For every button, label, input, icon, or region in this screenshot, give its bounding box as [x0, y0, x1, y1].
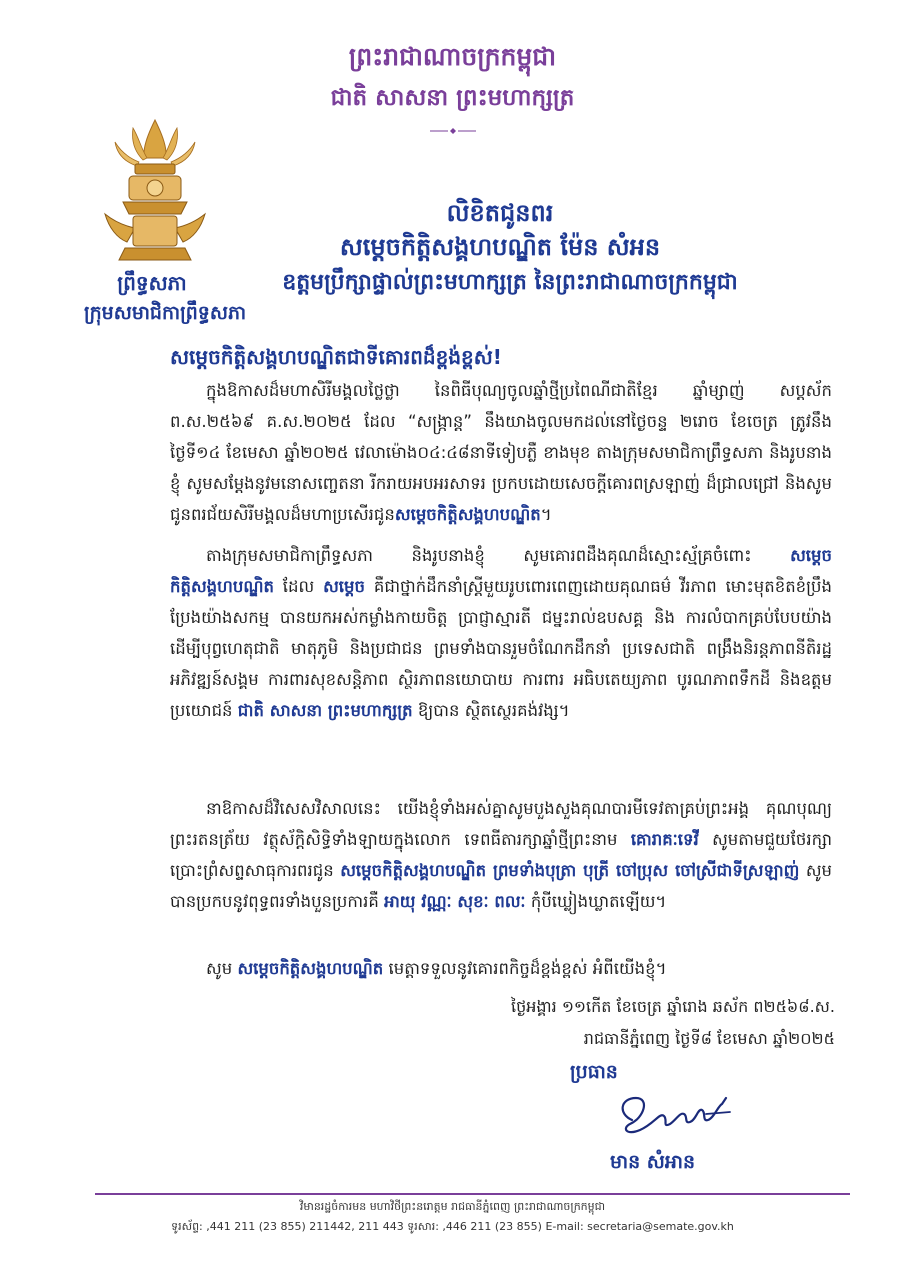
motto-heading: ជាតិ សាសនា ព្រះមហាក្សត្រ	[330, 85, 575, 111]
body-paragraph-2	[170, 540, 832, 726]
p2-text-d: ឱ្យបាន ស្ថិតស្ថេរគង់វង្ស។	[417, 701, 570, 720]
p2-bold-name: សម្តេចកិត្តិសង្គហបណ្ឌិត	[170, 546, 832, 596]
signer-role: ប្រធាន	[570, 1061, 618, 1083]
recipient-name-title: សម្តេចកិត្តិសង្គហបណ្ឌិត ម៉ែន សំអន	[339, 233, 661, 261]
recipient-position-title: ឧត្តមប្រឹក្សាផ្ទាល់ព្រះមហាក្សត្រ នៃព្រះរាជាណាចក្រកម្ពុជា	[282, 270, 738, 295]
p3-text-d: កុំបីឃ្លៀងឃ្លាតឡើយ។	[530, 892, 667, 911]
handwritten-signature	[610, 1090, 745, 1146]
p1-text: ក្នុងឱកាសដ៏មហាសិរីមង្គលថ្លៃថ្លា នៃពិធីបុណ្យចូលឆ្នាំថ្មីប្រពៃណីជាតិខ្មែរ ឆ្នាំម្សាញ់ សប្តស័ក ព.ស.២៥៦៩ គ.ស.២០២៥ ដែល “សង្រ្កាន្ត” នឹងយាងចូលមកដល់នៅថ្ងៃចន្ទ ២រោច ខែចេត្រ ត្រូវនឹង ថ្ងៃទី១៤ ខែមេសា ឆ្នាំ២០២៥ វេលាម៉ោង០៤:៤៨នាទីទៀបភ្លឺ ខាងមុខ តាងក្រុមសមាជិកាព្រឹទ្ធសភា និងរូបនាងខ្ញុំ សូមសម្តែងនូវមនោសញ្ចេតនា រីករាយអបអរសាទរ ប្រកបដោយសេចក្តីគោរពស្រឡាញ់ ដ៏ជ្រាលជ្រៅ និងសូមជូនពរជ័យសិរីមង្គលដ៏មហាប្រសើរជូន	[170, 381, 832, 524]
sender-group: ក្រុមសមាជិកាព្រឹទ្ធសភា	[83, 302, 247, 324]
signer-name: មាន សំអាន	[610, 1151, 696, 1173]
p4-bold-name: សម្តេចកិត្តិសង្គហបណ្ឌិត	[237, 959, 384, 978]
footer-contact: ទូរស័ព្ទ: ,441 211 (23 855) 211442, 211 443 ទូរសារ: ,446 211 (23 855) E-mail: secretaria@semate.gov.kh	[171, 1220, 734, 1233]
p4-text-a: សូម	[206, 959, 233, 978]
p3-text-a: នាឱកាសដ៏វិសេសវិសាលនេះ យើងខ្ញុំទាំងអស់គ្នាសូមបួងសួងគុណបារមីទេវតាគ្រប់ព្រះអង្គ គុណបុណ្យព្រះរតនត្រ័យ វត្ថុស័ក្តិសិទ្ធិទាំងឡាយក្នុងលោក ទេពធីតារក្សាឆ្នាំថ្មីព្រះនាម	[170, 799, 832, 849]
solar-date: រាជធានីភ្នំពេញ ថ្ងៃទី៨ ខែមេសា ឆ្នាំ២០២៥	[583, 1029, 835, 1048]
salutation: សម្តេចកិត្តិសង្គហបណ្ឌិតជាទីគោរពដ៏ខ្ពង់ខ្ពស់!	[170, 345, 502, 369]
ornament-divider-icon	[430, 127, 476, 135]
p3-bold-blessings: អាយុ វណ្ណៈ សុខៈ ពលៈ	[384, 892, 526, 911]
p3-text-c: សូមបានប្រកបនូវពុទ្ធពរទាំងបួនប្រការគឺ	[170, 861, 832, 911]
p1-bold-name: សម្តេចកិត្តិសង្គហបណ្ឌិត	[394, 505, 541, 524]
letter-type-title: លិខិតជូនពរ	[446, 199, 554, 227]
p4-text-b: មេត្តាទទួលនូវគោរពកិច្ចដ៏ខ្ពង់ខ្ពស់ អំពីយើងខ្ញុំ។	[388, 959, 667, 978]
footer-divider	[95, 1193, 850, 1195]
p2-text-a: តាងក្រុមសមាជិកាព្រឹទ្ធសភា និងរូបនាងខ្ញុំ សូមគោរពដឹងគុណដ៏ស្មោះស្ម័គ្រចំពោះ	[206, 546, 752, 565]
body-paragraph-3	[170, 793, 832, 917]
sender-institution: ព្រឹទ្ធសភា	[117, 271, 187, 295]
body-paragraph-1	[170, 375, 832, 530]
p2-bold-motto: ជាតិ សាសនា ព្រះមហាក្សត្រ	[237, 701, 413, 720]
body-paragraph-4	[170, 953, 832, 984]
p2-text-b: ដែល	[282, 577, 315, 596]
p3-bold-family: សម្តេចកិត្តិសង្គហបណ្ឌិត ព្រមទាំងបុត្រា បុត្រី ចៅប្រុស ចៅស្រីជាទីស្រឡាញ់	[340, 861, 800, 880]
p2-bold-title: សម្តេច	[323, 577, 365, 596]
p2-text-c: គឺជាថ្នាក់ដឹកនាំស្ត្រីមួយរូបពោរពេញដោយគុណធម៌ វីរភាព មោះមុតខិតខំប្រឹងប្រែងយ៉ាងសកម្ម បានយកអស់កម្លាំងកាយចិត្ត ប្រាជ្ញាស្មារតី ជម្នះរាល់ឧបសគ្គ និង ការលំបាកគ្រប់បែបយ៉ាង ដើម្បីបុព្វហេតុជាតិ មាតុភូមិ និងប្រជាជន ព្រមទាំងបានរួមចំណែកដឹកនាំ ប្រទេសជាតិ ពង្រឹងនិរន្តភាពនីតិរដ្ឋ អភិវឌ្ឍន៍សង្គម ការពារសុខសន្តិភាព ស្ថិរភាពនយោបាយ ការពារ អធិបតេយ្យភាព បូរណភាពទឹកដី និងឧត្តមប្រយោជន៍	[170, 577, 833, 720]
footer-address: វិមានរដ្ឋចំការមន មហាវិថីព្រះនរោត្តម រាជធានីភ្នំពេញ ព្រះរាជាណាចក្រកម្ពុជា	[299, 1200, 606, 1213]
kingdom-heading: ព្រះរាជាណាចក្រកម្ពុជា	[348, 42, 557, 71]
p1-end: ។	[540, 505, 552, 524]
lunar-date: ថ្ងៃអង្គារ ១១កើត ខែចេត្រ ឆ្នាំរោង ឆស័ក ព២៥៦៨.ស.	[511, 997, 835, 1016]
p3-bold-deity: គោរាគៈទេវី	[630, 830, 699, 849]
p3-text-b: សូមតាមជួយថែរក្សា ប្រោះព្រំសព្ទសាធុការពរជូន	[170, 830, 832, 880]
